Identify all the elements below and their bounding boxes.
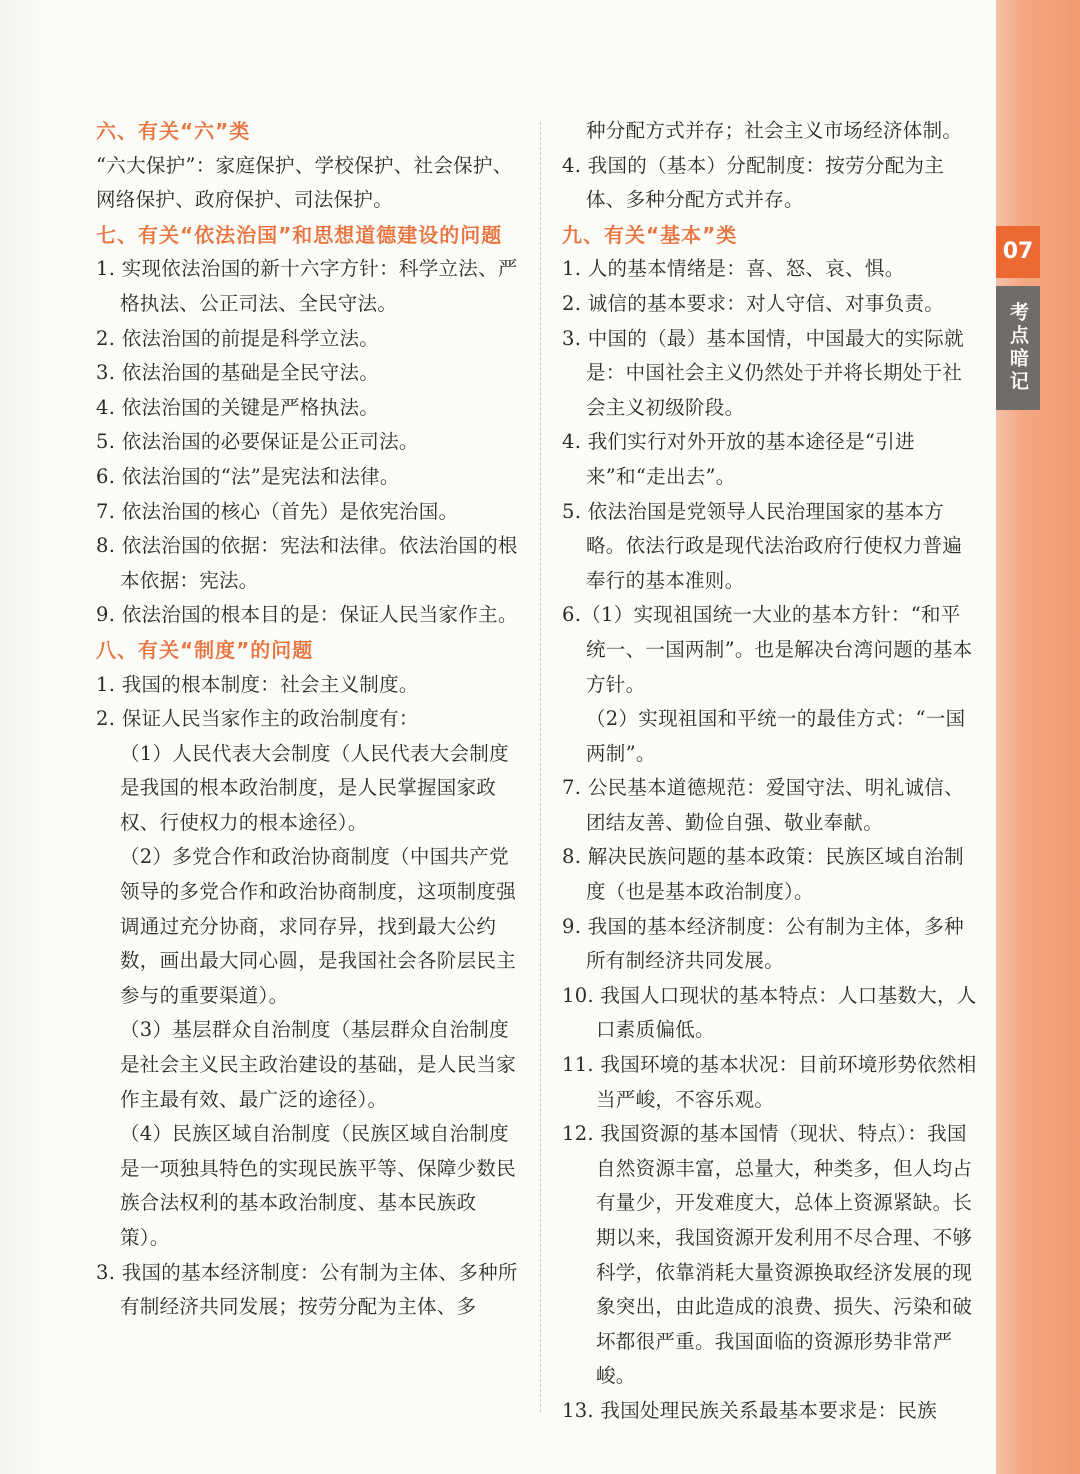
list-item: 3. 我国的基本经济制度：公有制为主体、多种所有制经济共同发展；按劳分配为主体、多	[96, 1260, 518, 1319]
list-item: 1. 实现依法治国的新十六字方针：科学立法、严格执法、公正司法、全民守法。	[96, 257, 518, 315]
sub-item: （2）多党合作和政治协商制度（中国共产党领导的多党合作和政治协商制度，这项制度强调通过充分协商，求同存异，找到最大公约数，画出最大同心圆，是我国社会各阶层民主参与的重要渠道）。	[120, 845, 517, 1007]
list-item: 12. 我国资源的基本国情（现状、特点）：我国自然资源丰富，总量大，种类多，但人均占有量少，开发难度大，总体上资源紧缺。长期以来，我国资源开发利用不尽合理、不够科学，依靠消耗大量资源换取经济发展的现象突出，由此造成的浪费、损失、污染和破坏都很严重。我国面临的资源形势非常严峻。	[562, 1122, 973, 1388]
chapter-label-tab: 考点暗记	[996, 286, 1040, 410]
list-item: 6.（1）实现祖国统一大业的基本方针：“和平统一、一国两制”。也是解决台湾问题的基本方针。	[562, 603, 973, 696]
sub-item: （4）民族区域自治制度（民族区域自治制度是一项独具特色的实现民族平等、保障少数民族合法权利的基本政治制度、基本民族政策）。	[120, 1122, 517, 1249]
list-item: 4. 我国的（基本）分配制度：按劳分配为主体、多种分配方式并存。	[562, 153, 945, 212]
list-item: 3. 中国的（最）基本国情，中国最大的实际就是：中国社会主义仍然处于并将长期处于社会主义初级阶段。	[562, 326, 964, 419]
list-item: 2. 依法治国的前提是科学立法。	[96, 326, 380, 350]
list-item: 4. 我们实行对外开放的基本途径是“引进来”和“走出去”。	[562, 430, 915, 488]
list-item: 9. 依法治国的根本目的是：保证人民当家作主。	[96, 603, 518, 627]
section-6-text: “六大保护”：家庭保护、学校保护、社会保护、网络保护、政府保护、司法保护。	[96, 153, 513, 212]
list-item: 6. 依法治国的“法”是宪法和法律。	[96, 464, 400, 488]
list-item: 9. 我国的基本经济制度：公有制为主体，多种所有制经济共同发展。	[562, 914, 964, 973]
right-column	[562, 114, 978, 1429]
left-column	[96, 114, 520, 1325]
list-item: 13. 我国处理民族关系最基本要求是：民族	[562, 1398, 938, 1422]
list-item: 1. 我国的根本制度：社会主义制度。	[96, 672, 419, 696]
list-item: 11. 我国环境的基本状况：目前环境形势依然相当严峻，不容乐观。	[562, 1053, 977, 1111]
list-item: 2. 诚信的基本要求：对人守信、对事负责。	[562, 291, 945, 315]
chapter-number-tab: 07	[996, 226, 1040, 278]
list-item: 7. 公民基本道德规范：爱国守法、明礼诚信、团结友善、勤俭自强、敬业奉献。	[562, 776, 964, 834]
list-item: 7. 依法治国的核心（首先）是依宪治国。	[96, 499, 459, 523]
list-item: 4. 依法治国的关键是严格执法。	[96, 395, 380, 419]
list-item: 1. 人的基本情绪是：喜、怒、哀、惧。	[562, 257, 905, 281]
column-divider	[540, 122, 541, 1412]
sub-item: （2）实现祖国和平统一的最佳方式：“一国两制”。	[586, 707, 966, 765]
section-9-heading: 九、有关“基本”类	[562, 222, 738, 247]
section-7-heading: 七、有关“依法治国”和思想道德建设的问题	[96, 222, 503, 247]
sub-item: （1）人民代表大会制度（人民代表大会制度是我国的根本政治制度，是人民掌握国家政权、行使权力的根本途径）。	[120, 741, 509, 834]
list-item: 8. 解决民族问题的基本政策：民族区域自治制度（也是基本政治制度）。	[562, 845, 964, 904]
list-item: 5. 依法治国的必要保证是公正司法。	[96, 430, 419, 454]
list-item: 10. 我国人口现状的基本特点：人口基数大，人口素质偏低。	[562, 983, 977, 1042]
chapter-sidebar	[996, 0, 1080, 1474]
sub-item: （3）基层群众自治制度（基层群众自治制度是社会主义民主政治建设的基础，是人民当家作主最有效、最广泛的途径）。	[120, 1018, 517, 1111]
list-item: 2. 保证人民当家作主的政治制度有：	[96, 707, 419, 731]
continued-text: 种分配方式并存；社会主义市场经济体制。	[586, 119, 963, 142]
section-8-heading: 八、有关“制度”的问题	[96, 637, 314, 662]
list-item: 3. 依法治国的基础是全民守法。	[96, 361, 380, 385]
list-item: 5. 依法治国是党领导人民治理国家的基本方略。依法行政是现代法治政府行使权力普遍奉行的基本准则。	[562, 499, 963, 592]
section-6-heading: 六、有关“六”类	[96, 119, 251, 143]
list-item: 8. 依法治国的依据：宪法和法律。依法治国的根本依据：宪法。	[96, 534, 518, 592]
